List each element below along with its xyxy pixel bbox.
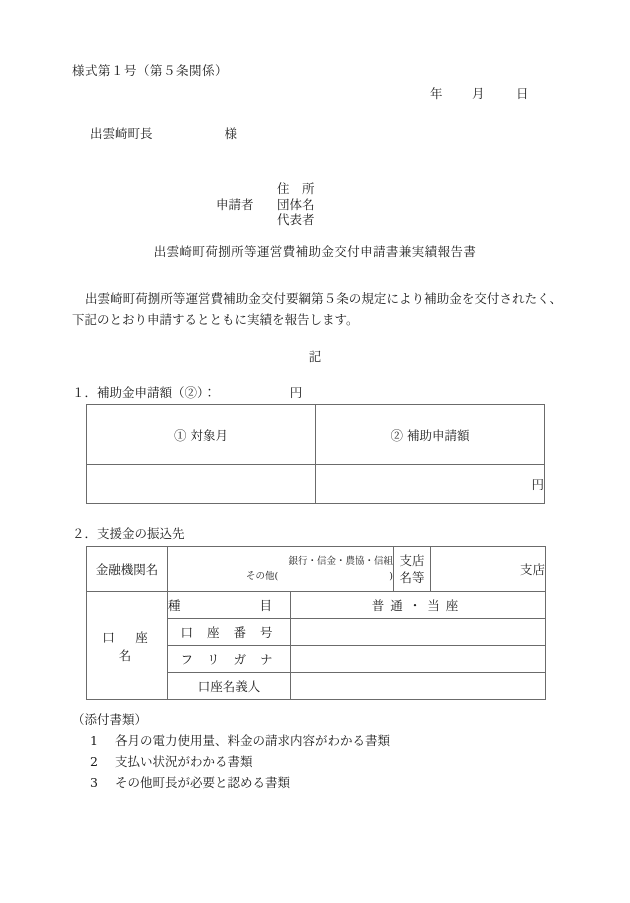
list-item bbox=[72, 772, 390, 793]
applicant-address-label: 住 所 bbox=[277, 181, 315, 196]
institution-other-label: その他( bbox=[246, 571, 279, 582]
attachment-text: その他町長が必要と認める書類 bbox=[115, 775, 291, 790]
cell-branch-value[interactable]: 支店 bbox=[431, 547, 546, 592]
table-header-row bbox=[87, 405, 545, 465]
label-branch-name bbox=[394, 547, 431, 592]
label-account-number: 口 座 番 号 bbox=[168, 619, 291, 646]
section2-heading: ２．支援金の振込先 bbox=[72, 526, 185, 541]
label-account-type: 種 目 bbox=[168, 592, 291, 619]
cell-account-holder-value[interactable] bbox=[291, 673, 546, 700]
document-body: 出雲崎町荷捌所等運営費補助金交付要綱第５条の規定により補助金を交付されたく、下記のとおり申請するとともに実績を報告します。 bbox=[72, 291, 562, 327]
label-account-furigana: フ リ ガ ナ bbox=[168, 646, 291, 673]
cell-account-number-value[interactable] bbox=[291, 619, 546, 646]
institution-other-close: ) bbox=[389, 571, 393, 582]
institution-kind-options: 銀行・信金・農協・信組 bbox=[288, 556, 393, 567]
subsidy-amount-table bbox=[86, 404, 545, 504]
list-item bbox=[72, 730, 390, 751]
form-number: 様式第１号（第５条関係） bbox=[72, 63, 229, 78]
account-type-row bbox=[87, 592, 546, 619]
attachment-number: 2 bbox=[90, 754, 98, 769]
attachments-block bbox=[72, 709, 390, 793]
bank-transfer-table bbox=[86, 546, 546, 700]
table-row bbox=[87, 465, 545, 504]
applicant-block bbox=[216, 181, 315, 228]
institution-other-row bbox=[168, 569, 393, 584]
ki-marker: 記 bbox=[308, 349, 322, 364]
attachment-text: 支払い状況がわかる書類 bbox=[115, 754, 253, 769]
cell-institution-kind[interactable] bbox=[168, 547, 394, 592]
label-institution-name: 金融機関名 bbox=[87, 547, 168, 592]
header-target-month: ① 対象月 bbox=[87, 405, 316, 465]
attachment-number: 1 bbox=[90, 733, 98, 748]
attachment-text: 各月の電力使用量、料金の請求内容がわかる書類 bbox=[115, 733, 391, 748]
bank-institution-row bbox=[87, 547, 546, 592]
date-year-label: 年 bbox=[430, 86, 443, 101]
label-account-holder: 口座名義人 bbox=[168, 673, 291, 700]
date-line bbox=[430, 84, 529, 102]
addressee-name: 出雲崎町長 bbox=[90, 126, 153, 141]
section1-heading-text: １．補助金申請額（②）： bbox=[72, 385, 216, 400]
cell-subsidy-amount-unit[interactable]: 円 bbox=[316, 465, 545, 504]
section1-unit: 円 bbox=[289, 385, 303, 400]
applicant-label: 申請者 bbox=[216, 196, 254, 212]
header-subsidy-amount: ② 補助申請額 bbox=[316, 405, 545, 465]
applicant-representative-label: 代表者 bbox=[277, 212, 315, 228]
applicant-organization-label: 団体名 bbox=[277, 196, 315, 212]
list-item bbox=[72, 751, 390, 772]
date-month-label: 月 bbox=[472, 86, 485, 101]
addressee-line bbox=[90, 124, 237, 142]
branch-label-line2: 名等 bbox=[399, 570, 425, 585]
attachment-number: 3 bbox=[90, 775, 98, 790]
document-title: 出雲崎町荷捌所等運営費補助金交付申請書兼実績報告書 bbox=[153, 244, 477, 259]
cell-account-type-value[interactable]: 普通・当座 bbox=[291, 592, 546, 619]
cell-target-month-value[interactable] bbox=[87, 465, 316, 504]
cell-account-furigana-value[interactable] bbox=[291, 646, 546, 673]
branch-label-line1: 支店 bbox=[399, 553, 425, 568]
addressee-honorific: 様 bbox=[224, 126, 238, 141]
date-day-label: 日 bbox=[516, 86, 529, 101]
section1-heading bbox=[72, 383, 302, 401]
label-account-group: 口 座 名 bbox=[87, 592, 168, 700]
attachments-title: （添付書類） bbox=[72, 712, 148, 727]
applicant-fields bbox=[277, 181, 315, 228]
